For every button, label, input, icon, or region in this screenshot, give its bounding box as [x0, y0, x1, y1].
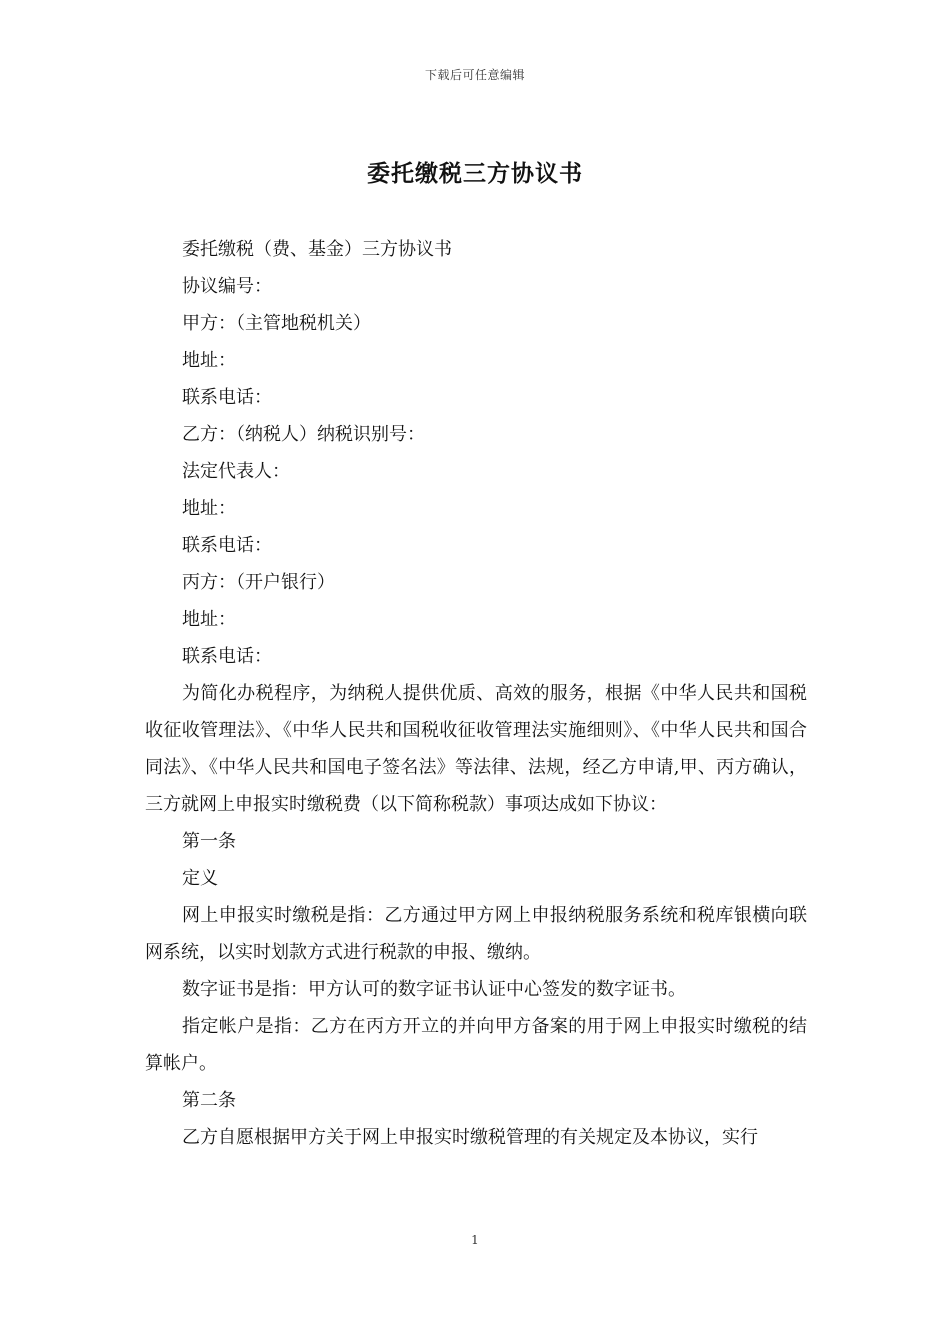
paragraph: 协议编号：: [182, 276, 272, 297]
paragraph: 联系电话：: [182, 535, 272, 556]
page-header: 下载后可任意编辑: [424, 68, 525, 82]
paragraph: 定义: [182, 868, 218, 889]
paragraph: 乙方自愿根据甲方关于网上申报实时缴税管理的有关规定及本协议，实行: [182, 1127, 758, 1148]
paragraph: 联系电话：: [182, 387, 272, 408]
document-title: 委托缴税三方协议书: [367, 160, 583, 187]
paragraph: 第二条: [182, 1090, 236, 1111]
paragraph: 指定帐户是指：乙方在丙方开立的并向甲方备案的用于网上申报实时缴税的结算帐户。: [145, 1016, 807, 1074]
paragraph: 地址：: [182, 609, 236, 630]
paragraph: 甲方：（主管地税机关）: [182, 313, 371, 334]
paragraph: 乙方：（纳税人）纳税识别号：: [182, 424, 425, 445]
paragraph: 联系电话：: [182, 646, 272, 667]
paragraph: 丙方：（开户银行）: [182, 572, 335, 593]
paragraph: 网上申报实时缴税是指：乙方通过甲方网上申报纳税服务系统和税库银横向联网系统，以实时划款方式进行税款的申报、缴纳。: [145, 905, 807, 963]
page-number: 1: [471, 1233, 479, 1247]
paragraph: 地址：: [182, 498, 236, 519]
paragraph: 第一条: [182, 831, 236, 852]
paragraph: 数字证书是指：甲方认可的数字证书认证中心签发的数字证书。: [182, 979, 686, 1000]
paragraph: 法定代表人：: [182, 461, 290, 482]
paragraph: 委托缴税（费、基金）三方协议书: [182, 239, 452, 260]
document-body: [145, 231, 807, 1156]
paragraph: 为简化办税程序，为纳税人提供优质、高效的服务，根据《中华人民共和国税收征收管理法》、《中华人民共和国税收征收管理法实施细则》、《中华人民共和国合同法》、《中华人民共和国电子签名法》等法律、法规，经乙方申请,甲、丙方确认，三方就网上申报实时缴税费（以下简称税款）事项达成如下协议：: [145, 683, 807, 815]
paragraph: 地址：: [182, 350, 236, 371]
